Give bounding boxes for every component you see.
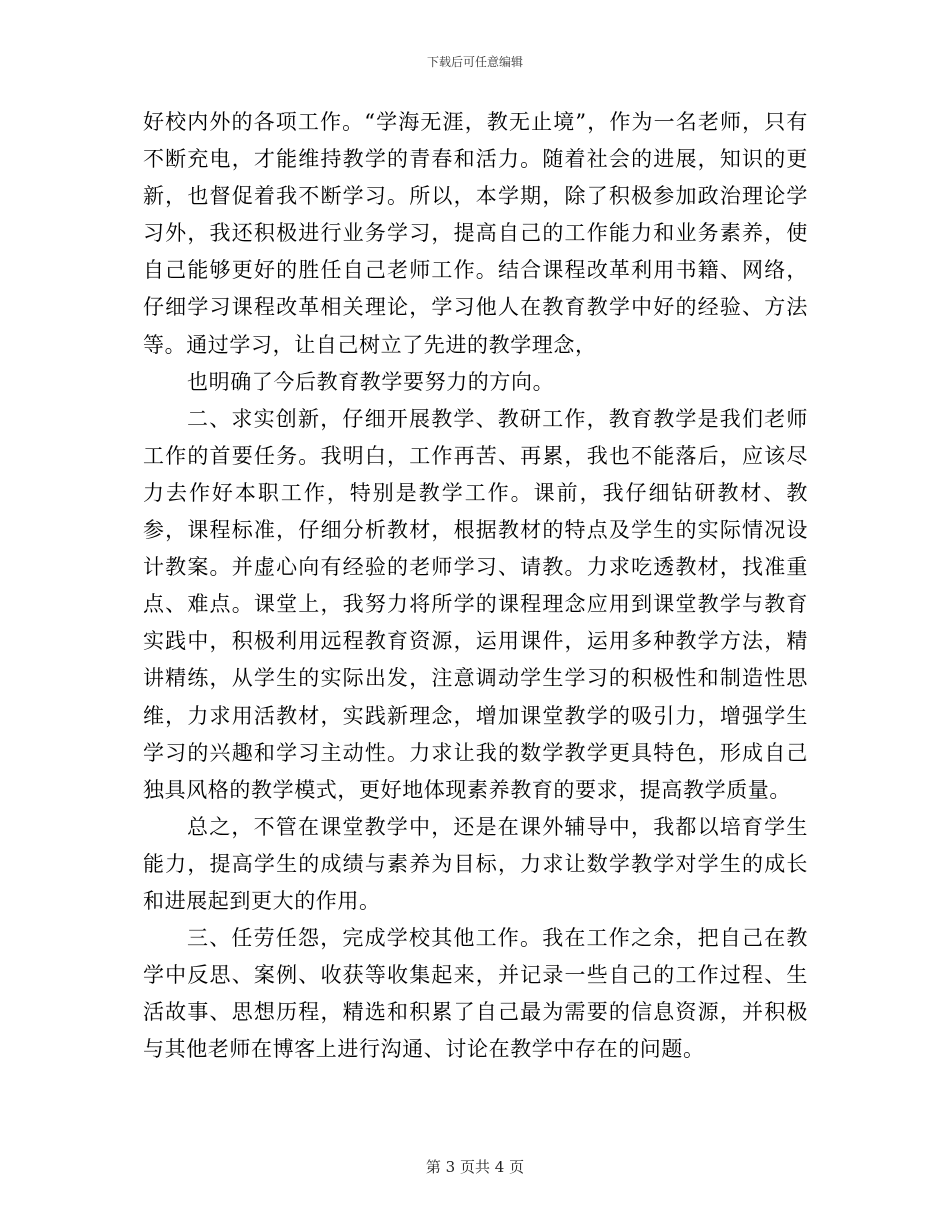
header-note: 下载后可任意编辑 — [426, 55, 523, 69]
paragraph-direction: 也明确了今后教育教学要努力的方向。 — [187, 369, 555, 394]
page-number: 第 3 页共 4 页 — [425, 1158, 525, 1176]
paragraph-section-two: 二、求实创新，仔细开展教学、教研工作，教育教学是我们老师工作的首要任务。我明白，工作再苦、再累，我也不能落后，应该尽力去作好本职工作，特别是教学工作。课前，我仔细钻研教材、教参，课程标准，仔细分析教材，根据教材的特点及学生的实际情况设计教案。并虚心向有经验的老师学习、请教。力求吃透教材，找准重点、难点。课堂上，我努力将所学的课程理念应用到课堂教学与教育实践中，积极利用远程教育资源，运用课件，运用多种教学方法，精讲精练，从学生的实际出发，注意调动学生学习的积极性和制造性思维，力求用活教材，实践新理念，增加课堂教学的吸引力，增强学生学习的兴趣和学习主动性。力求让我的数学教学更具特色，形成自己独具风格的教学模式，更好地体现素养教育的要求，提高教学质量。 — [143, 406, 808, 802]
paragraph-continuation: 好校内外的各项工作。“学海无涯，教无止境”，作为一名老师，只有不断充电，才能维持教学的青春和活力。随着社会的进展，知识的更新，也督促着我不断学习。所以，本学期，除了积极参加政治理论学习外，我还积极进行业务学习，提高自己的工作能力和业务素养，使自己能够更好的胜任自己老师工作。结合课程改革利用书籍、网络，仔细学习课程改革相关理论，学习他人在教育教学中好的经验、方法等。通过学习，让自己树立了先进的教学理念， — [143, 110, 808, 357]
paragraph-summary: 总之，不管在课堂教学中，还是在课外辅导中，我都以培育学生能力，提高学生的成绩与素养为目标，力求让数学教学对学生的成长和进展起到更大的作用。 — [143, 814, 808, 913]
paragraph-section-three: 三、任劳任怨，完成学校其他工作。我在工作之余，把自己在教学中反思、案例、收获等收集起来，并记录一些自己的工作过程、生活故事、思想历程，精选和积累了自己最为需要的信息资源，并积极与其他老师在博客上进行沟通、讨论在教学中存在的问题。 — [143, 926, 808, 1062]
document-body — [143, 104, 808, 1068]
